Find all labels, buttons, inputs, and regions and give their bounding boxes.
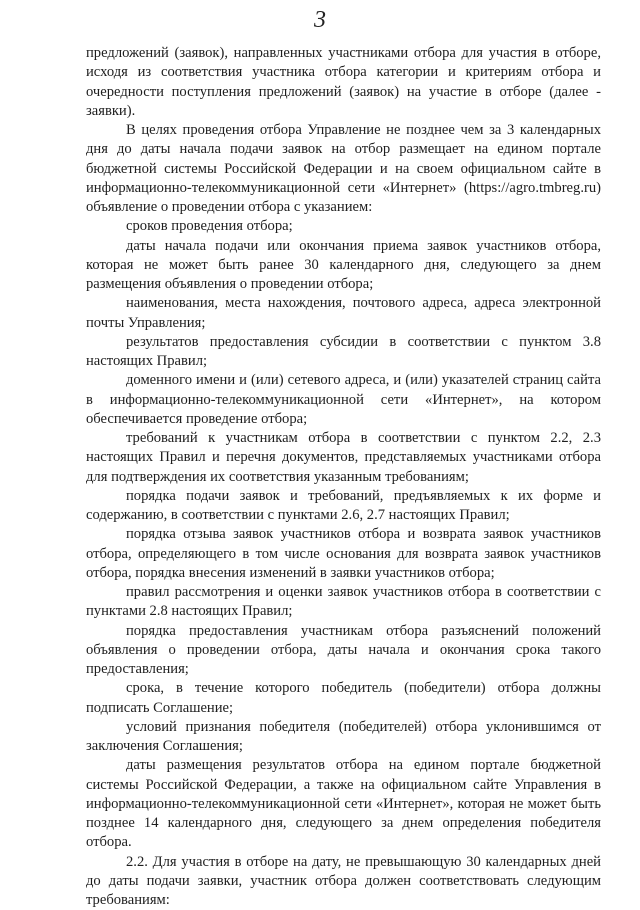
document-body	[86, 44, 601, 910]
list-item: требований к участникам отбора в соответствии с пунктом 2.2, 2.3 настоящих Правил и перечня документов, представляемых участниками отбора для подтверждения их соответствия указанным требованиям;	[86, 429, 601, 487]
list-item: результатов предоставления субсидии в соответствии с пунктом 3.8 настоящих Правил;	[86, 333, 601, 372]
list-item: даты размещения результатов отбора на едином портале бюджетной системы Российской Федерации, а также на официальном сайте Управления в информационно-телекоммуникационной сети «Интернет», которая не может быть позднее 14 календарного дня, следующего за днем определения победителя отбора.	[86, 756, 601, 852]
list-item: правил рассмотрения и оценки заявок участников отбора в соответствии с пунктами 2.8 настоящих Правил;	[86, 583, 601, 622]
list-item: доменного имени и (или) сетевого адреса, и (или) указателей страниц сайта в информационно-телекоммуникационной сети «Интернет», на котором обеспечивается проведение отбора;	[86, 371, 601, 429]
list-item: срока, в течение которого победитель (победители) отбора должны подписать Соглашение;	[86, 679, 601, 718]
list-item: наименования, места нахождения, почтового адреса, адреса электронной почты Управления;	[86, 294, 601, 333]
page-number: 3	[0, 6, 640, 34]
list-item: порядка подачи заявок и требований, предъявляемых к их форме и содержанию, в соответствии с пунктами 2.6, 2.7 настоящих Правил;	[86, 487, 601, 526]
list-item: сроков проведения отбора;	[86, 217, 601, 236]
list-item: даты начала подачи или окончания приема заявок участников отбора, которая не может быть ранее 30 календарного дня, следующего за днем размещения объявления о проведении отбора;	[86, 237, 601, 295]
list-item: порядка предоставления участникам отбора разъяснений положений объявления о проведении отбора, даты начала и окончания срока такого предоставления;	[86, 622, 601, 680]
paragraph: В целях проведения отбора Управление не позднее чем за 3 календарных дня до даты начала подачи заявок на отбор размещает на едином портале бюджетной системы Российской Федерации и на своем официальном сайте в информационно-телекоммуникационной сети «Интернет» (https://agro.tmbreg.ru) объявление о проведении отбора с указанием:	[86, 121, 601, 217]
paragraph: предложений (заявок), направленных участниками отбора для участия в отборе, исходя из соответствия участника отбора категории и критериям отбора и очередности поступления предложений (заявок) на участие в отборе (далее - заявки).	[86, 44, 601, 121]
list-item: порядка отзыва заявок участников отбора и возврата заявок участников отбора, определяющего в том числе основания для возврата заявок участников отбора, порядка внесения изменений в заявки участников отбора;	[86, 525, 601, 583]
list-item: условий признания победителя (победителей) отбора уклонившимся от заключения Соглашения;	[86, 718, 601, 757]
section-paragraph: 2.2. Для участия в отборе на дату, не превышающую 30 календарных дней до даты подачи заявки, участник отбора должен соответствовать следующим требованиям:	[86, 853, 601, 910]
